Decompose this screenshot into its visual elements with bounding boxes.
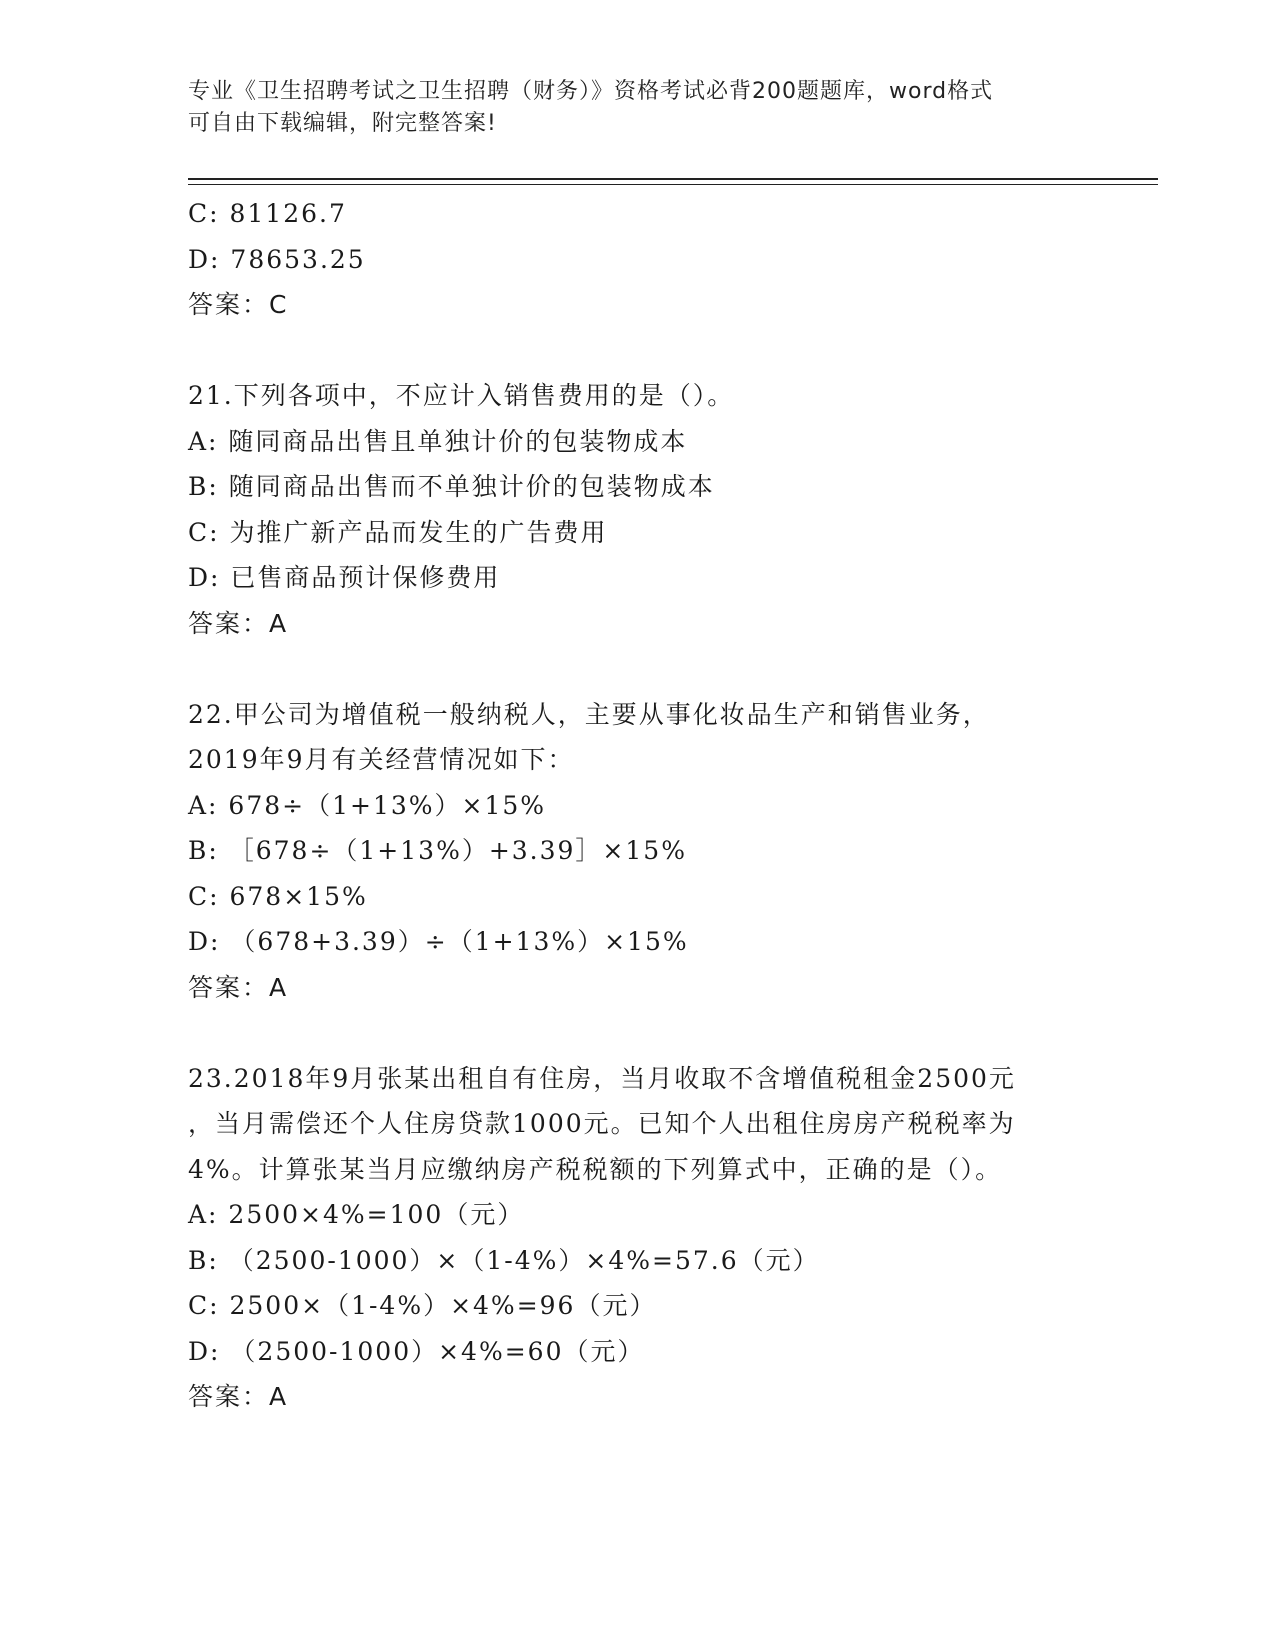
q21-option-b: B: 随同商品出售而不单独计价的包装物成本 [188,472,715,501]
question-content [188,191,1148,1420]
q23-option-c: C: 2500×（1-4%）×4%=96（元） [188,1291,657,1320]
q21-option-c: C: 为推广新产品而发生的广告费用 [188,517,608,547]
q22-option-d: D: （678+3.39）÷（1+13%）×15% [188,927,689,956]
q22-option-c: C: 678×15% [188,881,368,911]
q22-stem-line-2: 2019年9月有关经营情况如下： [188,745,575,774]
q23-stem-line-1: 23.2018年9月张某出租自有住房，当月收取不含增值税租金2500元 [188,1063,1016,1093]
q23-stem-line-2: ，当月需偿还个人住房贷款1000元。已知个人出租住房房产税税率为 [188,1109,1016,1138]
q23-option-a: A: 2500×4%=100（元） [188,1200,525,1229]
spacer [188,646,1148,692]
q20-option-d: D: 78653.25 [188,244,366,274]
q23-option-d: D: （2500-1000）×4%=60（元） [188,1336,645,1366]
page-header [188,76,1088,140]
q23-option-b: B: （2500-1000）×（1-4%）×4%=57.6（元） [188,1245,820,1275]
q22-answer: 答案：A [188,972,289,1002]
q21-answer: 答案：A [188,608,289,638]
header-divider-thick [188,178,1158,180]
spacer [188,328,1148,374]
q21-option-a: A: 随同商品出售且单独计价的包装物成本 [188,426,688,456]
q22-stem-line-1: 22.甲公司为增值税一般纳税人，主要从事化妆品生产和销售业务， [188,699,990,729]
header-title-line-1: 专业《卫生招聘考试之卫生招聘（财务）》资格考试必背200题题库，word格式 [188,79,994,104]
header-divider-thin [188,184,1158,185]
question-20 [188,191,1148,328]
q21-option-d: D: 已售商品预计保修费用 [188,563,501,592]
q20-answer: 答案：C [188,290,289,319]
question-21 [188,373,1148,646]
q20-option-c: C: 81126.7 [188,199,347,228]
q22-option-a: A: 678÷（1+13%）×15% [188,790,547,820]
q23-answer: 答案：A [188,1382,289,1411]
question-22 [188,692,1148,1011]
q22-option-b: B: ［678÷（1+13%）+3.39］×15% [188,836,687,865]
q23-stem-line-3: 4%。计算张某当月应缴纳房产税税额的下列算式中，正确的是（）。 [188,1154,1003,1184]
question-23 [188,1056,1148,1420]
q21-stem: 21.下列各项中，不应计入销售费用的是（）。 [188,381,735,410]
spacer [188,1010,1148,1056]
header-title-line-2: 可自由下载编辑，附完整答案! [188,111,497,136]
